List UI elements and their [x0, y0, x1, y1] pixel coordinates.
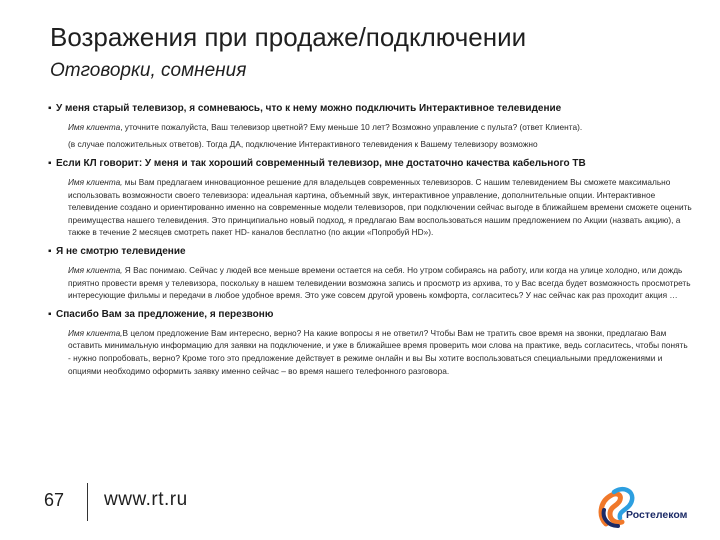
objection-1 — [48, 102, 692, 151]
objection-2 — [48, 157, 692, 239]
objection-question — [48, 308, 692, 321]
bullet-icon: ▪ — [48, 103, 52, 114]
objection-question-text: У меня старый телевизор, я сомневаюсь, что к нему можно подключить Интерактивное телевидение — [56, 103, 562, 114]
objections-list — [48, 96, 692, 377]
objection-question-text: Если КЛ говорит: У меня и так хороший современный телевизор, мне достаточно качества кабельного ТВ — [56, 158, 586, 169]
objection-answer — [68, 264, 692, 302]
objection-question — [48, 102, 692, 115]
answer-text: (в случае положительных ответов). Тогда ДА, подключение Интерактивного телевидения к Вашему телевизору возможно — [68, 139, 538, 149]
answer-text: , уточните пожалуйста, Ваш телевизор цветной? Ему меньше 10 лет? Возможно управление с пульта? (ответ Клиента). — [120, 122, 583, 132]
objection-answer — [68, 121, 692, 151]
bullet-icon: ▪ — [48, 245, 52, 257]
bullet-icon: ▪ — [48, 308, 52, 320]
answer-text: Я Вас понимаю. Сейчас у людей все меньше времени остается на себя. Но утром собираясь на работу, или когда на улице холодно, или дождь приятно провести время у телевизора, поскольку в нашем телевидении возможна запись и просмотр из архива, то у Вас всегда будет возможность просмотреть интересующие фильмы и передачи в любое удобное время. Это уже совсем другой уровень комфорта, согласитесь? У нас сейчас как раз проходит акция … — [68, 264, 691, 301]
answer-text: мы Вам предлагаем инновационное решение для владельцев современных телевизоров. С нашим телевидением Вы сможете максимально использовать возможности своего телевизора: идеальная картина, объемный звук, интерактивное управление, дополнительные опции. Интерактивное телевидение создано и ориентированно именно на современные модели телевизоров, при подключении сейчас выгоде в ближайшем времени сможете оценить преимущества нашего телевидения. Это принципиально новый подход, я предлагаю Вам воспользоваться нашим предложением по Акции (назвать акцию), а также в течение 2 месяцев смотреть пакет HD- каналов бесплатно (по акции «Попробуй HD»). — [68, 177, 692, 238]
answer-lead: Имя клиента — [68, 122, 121, 132]
slide-subtitle: Отговорки, сомнения — [50, 60, 247, 81]
answer-lead: Имя клиента, — [68, 327, 123, 338]
objection-question — [48, 245, 692, 258]
objection-question — [48, 157, 692, 170]
bullet-icon: ▪ — [48, 158, 52, 169]
answer-lead: Имя клиента, — [68, 177, 123, 187]
objection-3 — [48, 245, 692, 302]
objection-answer — [68, 176, 692, 239]
objection-4 — [48, 308, 692, 377]
answer-lead: Имя клиента, — [68, 264, 123, 275]
objection-question-text: Я не смотрю телевидение — [56, 245, 186, 257]
footer-divider — [87, 483, 88, 521]
logo-text: Ростелеком — [626, 509, 688, 521]
rostelecom-swirl-icon — [594, 484, 714, 530]
slide-title: Возражения при продаже/подключении — [50, 22, 527, 52]
page-number: 67 — [44, 490, 65, 510]
footer-url[interactable]: www.rt.ru — [104, 489, 188, 510]
objection-answer — [68, 327, 692, 377]
answer-text: В целом предложение Вам интересно, верно? На какие вопросы я не ответил? Чтобы Вам не тратить свое время на звонки, предлагаю Вам оставить минимальную информацию для заявки на подключение, и уже в ближайшее время проверить мои слова на практике, ведь согласитесь, чтобы понять - нужно попробовать, верно? Кроме того это предложение действует в режиме онлайн и вы Вы хотите воспользоваться специальными предложениями и опциями необходимо оформить заявку именно сейчас – во время нашего телефонного разговора. — [68, 327, 688, 376]
objection-question-text: Спасибо Вам за предложение, я перезвоню — [56, 308, 274, 320]
